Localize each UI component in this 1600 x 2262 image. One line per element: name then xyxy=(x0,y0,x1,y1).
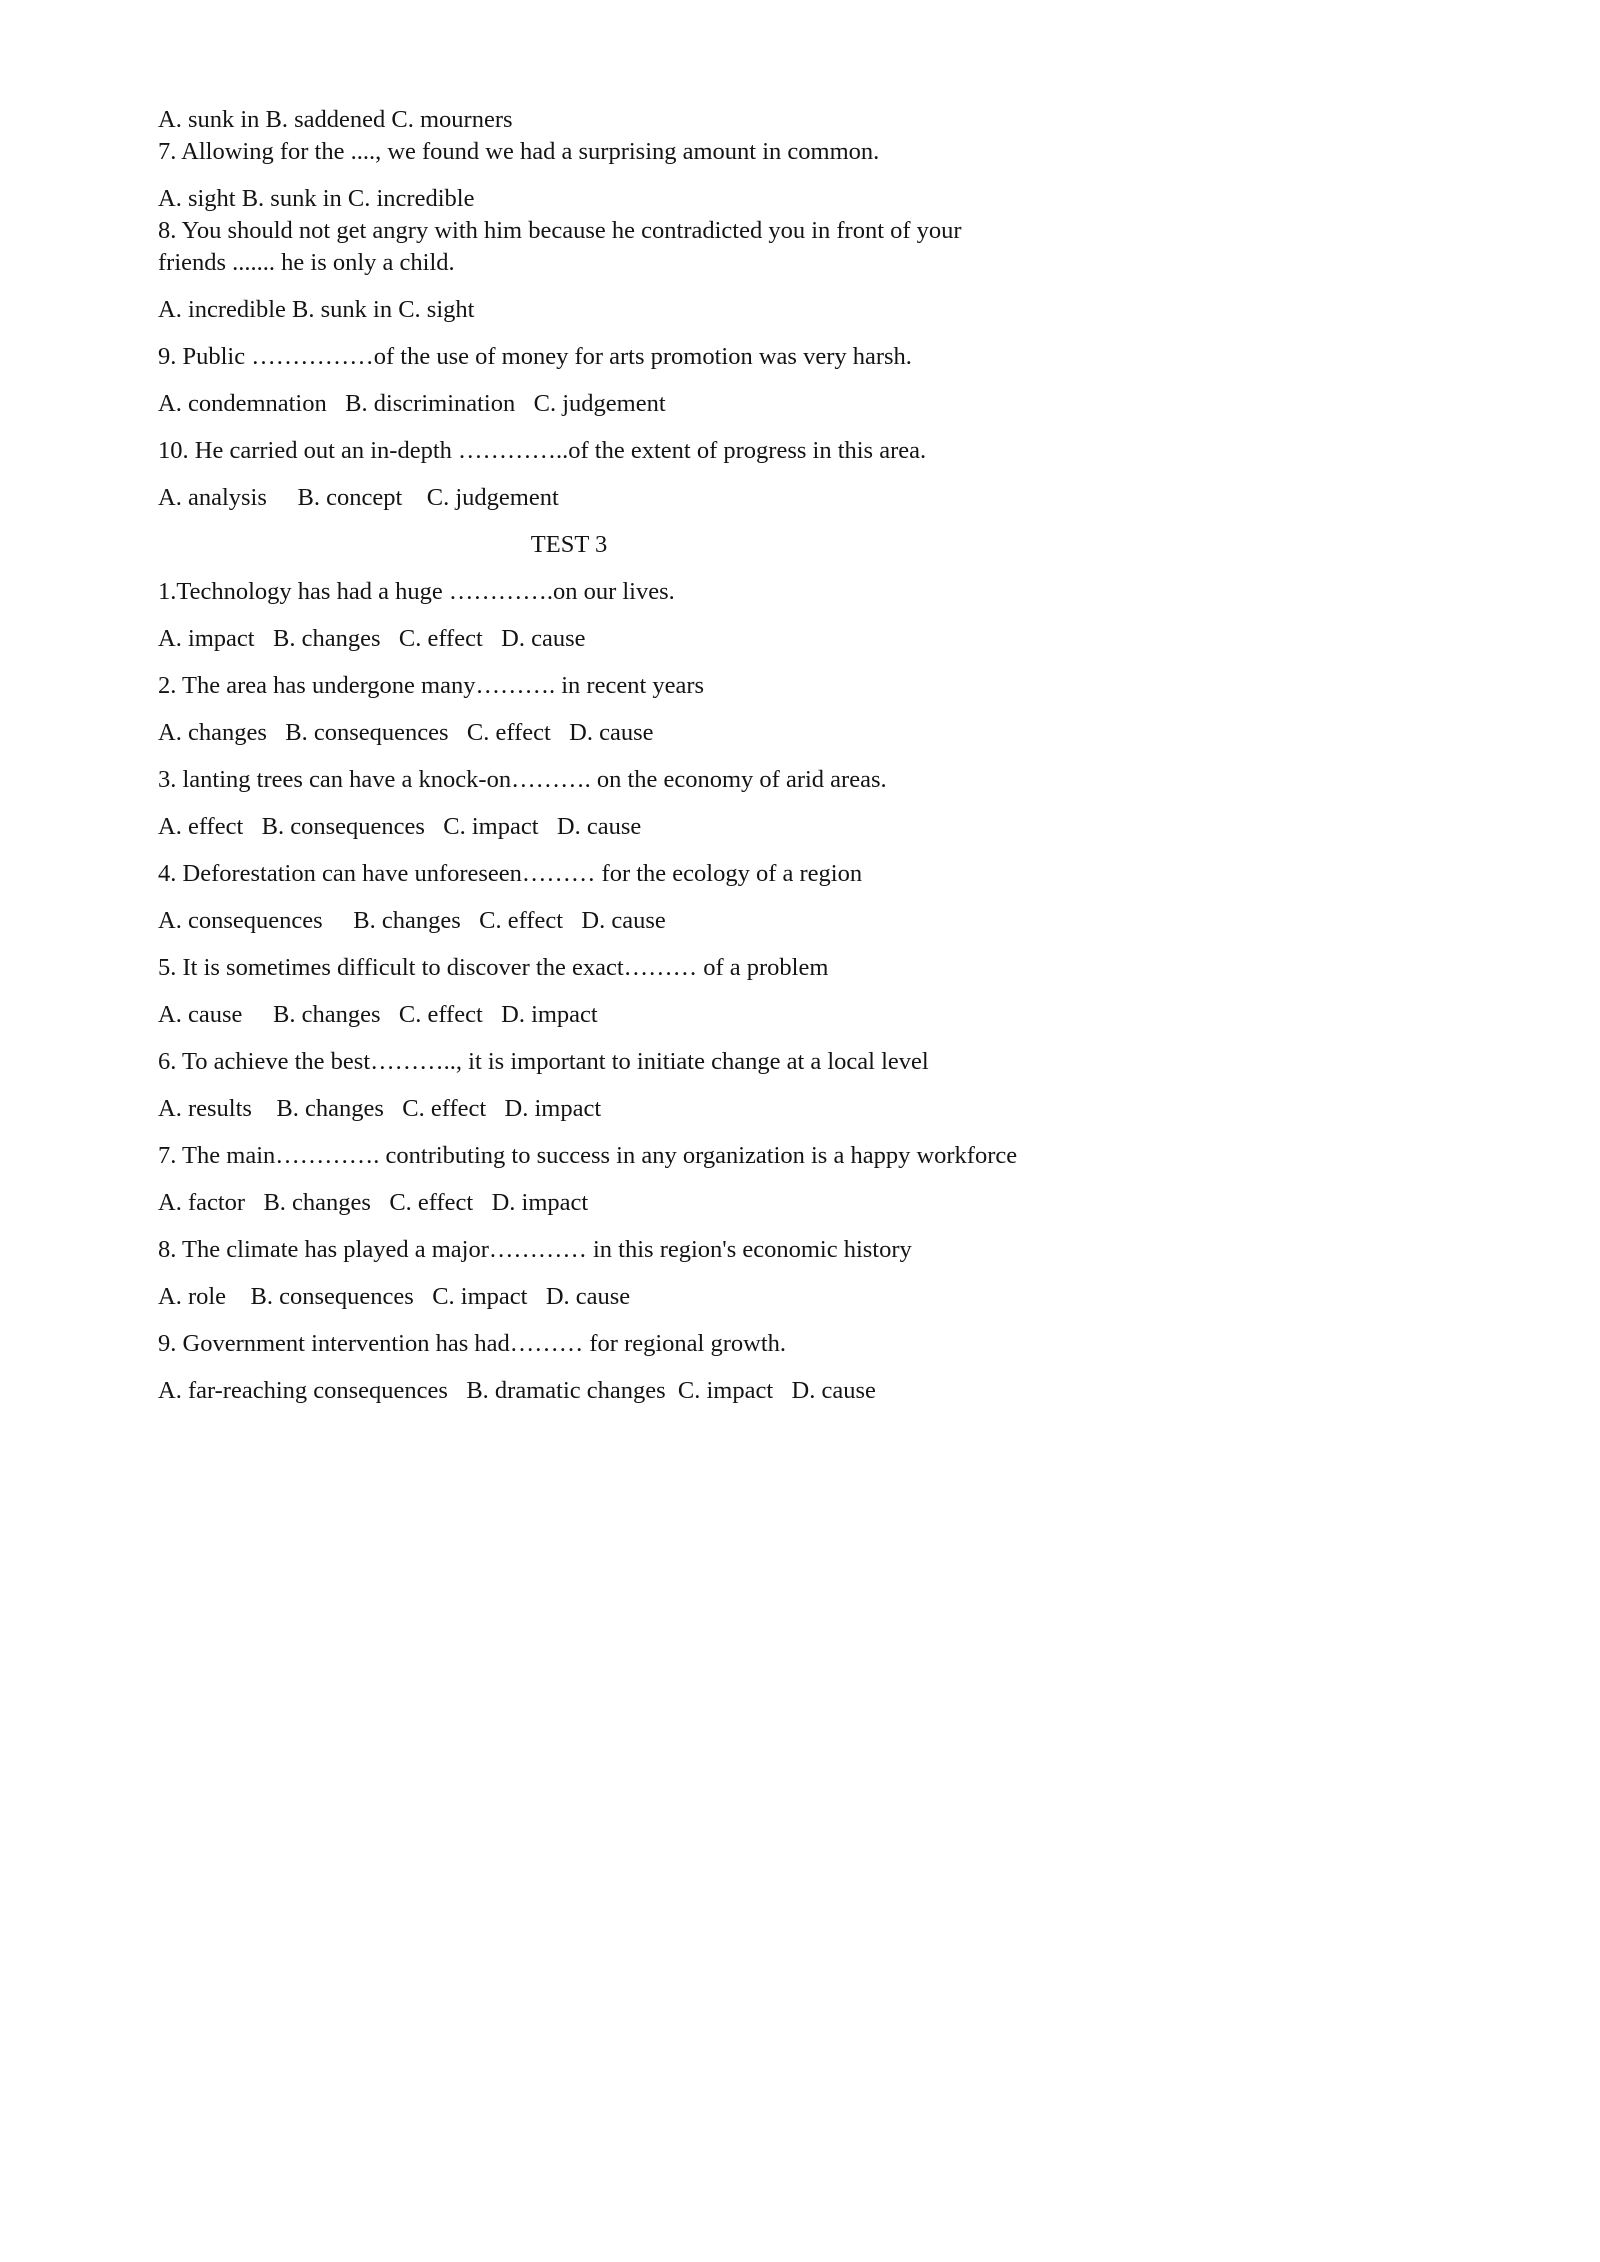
test2-q10-question: 10. He carried out an in-depth …………..of the extent of progress in this area. xyxy=(158,437,927,464)
test3-q4-options: A. consequences B. changes C. effect D. cause xyxy=(158,907,666,934)
test3-q7-question: 7. The main…………. contributing to success in any organization is a happy workforce xyxy=(158,1142,1018,1169)
test2-q6-options: A. sunk in B. saddened C. mourners xyxy=(158,106,513,133)
test3-q8-question: 8. The climate has played a major………… in this region's economic history xyxy=(158,1236,912,1263)
test3-q5-question: 5. It is sometimes difficult to discover the exact……… of a problem xyxy=(158,954,829,981)
test2-q10-options: A. analysis B. concept C. judgement xyxy=(158,484,559,511)
test3-q2-question: 2. The area has undergone many………. in recent years xyxy=(158,672,705,699)
test2-q8-options: A. incredible B. sunk in C. sight xyxy=(158,296,475,323)
test3-q3-options: A. effect B. consequences C. impact D. cause xyxy=(158,813,642,840)
test3-q2-options: A. changes B. consequences C. effect D. cause xyxy=(158,719,654,746)
test3-q5-options: A. cause B. changes C. effect D. impact xyxy=(158,1001,598,1028)
test3-heading: TEST 3 xyxy=(530,531,608,558)
document-page xyxy=(0,0,1107,1565)
test2-q7-question: 7. Allowing for the ...., we found we had a surprising amount in common. xyxy=(158,138,880,165)
test3-q6-options: A. results B. changes C. effect D. impact xyxy=(158,1095,602,1122)
test3-q9-question: 9. Government intervention has had……… for regional growth. xyxy=(158,1330,787,1357)
test3-q9-options: A. far-reaching consequences B. dramatic changes C. impact D. cause xyxy=(158,1377,876,1404)
test3-q4-question: 4. Deforestation can have unforeseen……… for the ecology of a region xyxy=(158,860,863,887)
test2-q9-question: 9. Public ……………of the use of money for arts promotion was very harsh. xyxy=(158,343,912,370)
test3-q1-question: 1.Technology has had a huge ………….on our lives. xyxy=(158,578,675,605)
test3-q7-options: A. factor B. changes C. effect D. impact xyxy=(158,1189,589,1216)
test3-q6-question: 6. To achieve the best……….., it is important to initiate change at a local level xyxy=(158,1048,929,1075)
test2-q9-options: A. condemnation B. discrimination C. judgement xyxy=(158,390,666,417)
test3-q3-question: 3. lanting trees can have a knock-on………. on the economy of arid areas. xyxy=(158,766,887,793)
test2-q7-options: A. sight B. sunk in C. incredible xyxy=(158,185,475,212)
test2-q8-question: 8. You should not get angry with him because he contradicted you in front of your friends ....... he is only a child. xyxy=(158,217,962,276)
document-content xyxy=(158,104,1028,1407)
test3-q8-options: A. role B. consequences C. impact D. cause xyxy=(158,1283,631,1310)
test3-q1-options: A. impact B. changes C. effect D. cause xyxy=(158,625,586,652)
